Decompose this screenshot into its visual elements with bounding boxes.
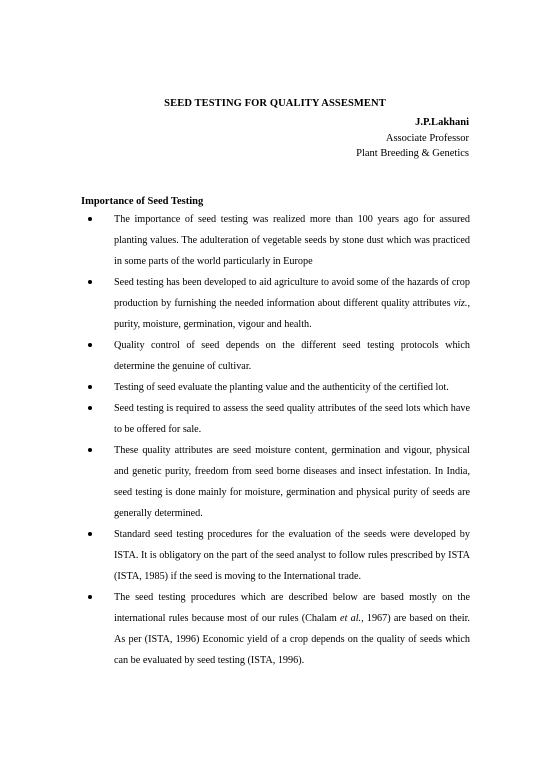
bullet-list xyxy=(81,209,470,671)
bullet-icon xyxy=(88,595,92,599)
bullet-text: The seed testing procedures which are described below are based mostly on the international rules because most of our rules (Chalam xyxy=(114,592,470,624)
author-position: Associate Professor xyxy=(385,132,469,144)
bullet-icon xyxy=(88,448,92,452)
section-heading: Importance of Seed Testing xyxy=(81,196,204,207)
bullet-text: Seed testing has been developed to aid agriculture to avoid some of the hazards of crop production by furnishing the needed information about different quality attributes xyxy=(114,277,470,309)
bullet-item xyxy=(81,587,470,671)
author-name: J.P.Lakhani xyxy=(415,117,469,128)
bullet-text: These quality attributes are seed moisture content, germination and vigour, physical and genetic purity, freedom from seed borne diseases and insect infestation. In India, seed testing is done mainly for moisture, germination and physical purity of seeds are generally determined. xyxy=(114,445,470,519)
bullet-italic-text: et al., xyxy=(340,613,364,624)
bullet-icon xyxy=(88,532,92,536)
bullet-icon xyxy=(88,385,92,389)
bullet-text: Quality control of seed depends on the different seed testing protocols which determine the genuine of cultivar. xyxy=(114,340,470,372)
bullet-text: purity, moisture, germination, vigour and health. xyxy=(114,319,312,330)
bullet-text: 1967) are based on their. As per (ISTA, 1996) Economic yield of a crop depends on the quality of seeds which can be evaluated by seed testing (ISTA, 1996). xyxy=(114,613,470,666)
author-department: Plant Breeding & Genetics xyxy=(356,148,469,159)
bullet-item xyxy=(81,398,470,440)
bullet-item xyxy=(81,209,470,272)
bullet-item xyxy=(81,440,470,524)
bullet-item xyxy=(81,335,470,377)
bullet-icon xyxy=(88,343,92,347)
bullet-italic-text: viz., xyxy=(453,298,470,309)
author-block xyxy=(356,115,469,162)
bullet-text: Testing of seed evaluate the planting value and the authenticity of the certified lot. xyxy=(114,382,449,393)
bullet-icon xyxy=(88,406,92,410)
bullet-text: Standard seed testing procedures for the evaluation of the seeds were developed by ISTA. It is obligatory on the part of the seed analyst to follow rules prescribed by ISTA (ISTA, 1985) if the seed is moving to the International trade. xyxy=(114,529,470,582)
bullet-item xyxy=(81,272,470,335)
bullet-icon xyxy=(88,280,92,284)
bullet-item xyxy=(81,377,470,398)
bullet-item xyxy=(81,524,470,587)
bullet-text: The importance of seed testing was realized more than 100 years ago for assured planting values. The adulteration of vegetable seeds by stone dust which was practiced in some parts of the world particularly in Europe xyxy=(114,214,470,267)
bullet-text: Seed testing is required to assess the seed quality attributes of the seed lots which have to be offered for sale. xyxy=(114,403,470,435)
bullet-icon xyxy=(88,217,92,221)
document-title: SEED TESTING FOR QUALITY ASSESMENT xyxy=(164,98,386,109)
